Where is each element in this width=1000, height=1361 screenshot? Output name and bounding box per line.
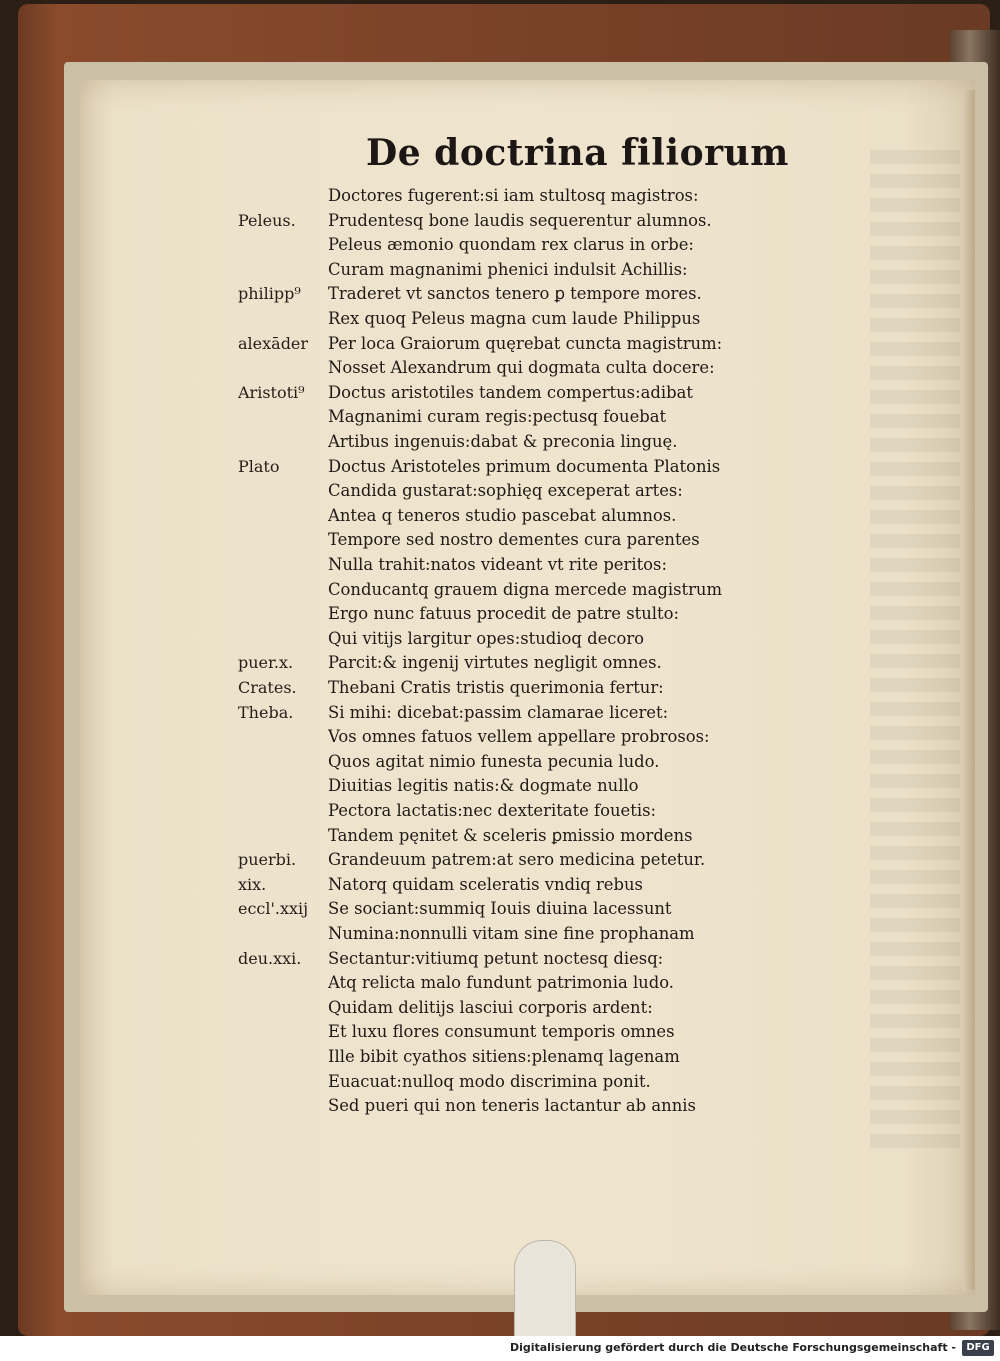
marginal-gloss: puer.x. (238, 653, 294, 673)
text-row (0, 356, 1000, 380)
verse-line: Pectora lactatis:nec dexteritate fouetis: (328, 801, 657, 820)
verse-line: Magnanimi curam regis:pectusq fouebat (328, 407, 667, 427)
text-row (0, 774, 1000, 798)
footer-bar (0, 1336, 1000, 1361)
verse-line: Atq relicta malo fundunt patrimonia ludo. (328, 973, 675, 993)
text-row (0, 1020, 1000, 1044)
text-row (0, 184, 1000, 208)
text-row (0, 233, 1000, 257)
verse-line: Tempore sed nostro dementes cura parentes (328, 530, 700, 550)
text-row (0, 602, 1000, 626)
page-title: De doctrina filiorum (366, 132, 789, 174)
text-row (0, 651, 1000, 675)
text-row (0, 332, 1000, 356)
verse-line: Sectantur:vitiumq petunt noctesq diesq: (328, 948, 664, 968)
verse-line: Curam magnanimi phenici indulsit Achillis: (328, 259, 688, 279)
text-row (0, 209, 1000, 233)
marginal-gloss: Crates. (238, 678, 297, 697)
verse-line: Quidam delitijs lasciui corporis ardent: (328, 997, 653, 1017)
verse-line: Conducantq grauem digna mercede magistrum (328, 579, 723, 599)
verse-line: Ergo nunc fatuus procedit de patre stulto: (328, 604, 679, 624)
text-row (0, 701, 1000, 725)
text-row (0, 799, 1000, 823)
verse-line: Et luxu flores consumunt temporis omnes (328, 1022, 675, 1042)
verse-line: Parcit:& ingenij virtutes negligit omnes. (328, 653, 662, 673)
text-row (0, 578, 1000, 602)
text-row (0, 553, 1000, 577)
text-row (0, 627, 1000, 651)
marginal-gloss: Theba. (238, 702, 294, 722)
verse-line: Per loca Graiorum quęrebat cuncta magistrum: (328, 333, 723, 353)
text-row (0, 528, 1000, 552)
text-row (0, 750, 1000, 774)
verse-line: Peleus æmonio quondam rex clarus in orbe: (328, 235, 694, 255)
text-row (0, 1070, 1000, 1094)
text-row (0, 479, 1000, 503)
marginal-gloss: eccl'.xxij (238, 899, 309, 919)
verse-line: Nulla trahit:natos videant vt rite peritos: (328, 555, 667, 574)
text-row (0, 282, 1000, 306)
text-row (0, 897, 1000, 921)
text-row (0, 405, 1000, 429)
page-tab (514, 1240, 576, 1336)
text-row (0, 676, 1000, 700)
verse-line: Artibus ingenuis:dabat & preconia linguę. (328, 432, 678, 451)
verse-line: Doctores fugerent:si iam stultosq magistros: (328, 186, 699, 205)
verse-line: Se sociant:summiq Iouis diuina lacessunt (328, 899, 672, 919)
text-row (0, 1045, 1000, 1069)
marginal-gloss: deu.xxi. (238, 948, 302, 968)
text-row (0, 725, 1000, 749)
text-row (0, 971, 1000, 995)
text-row (0, 947, 1000, 971)
text-block (0, 184, 1000, 1144)
dfg-logo: DFG (962, 1340, 994, 1356)
verse-line: Antea q teneros studio pascebat alumnos. (328, 505, 677, 525)
marginal-gloss: xix. (238, 874, 267, 894)
marginal-gloss: philipp⁹ (238, 284, 301, 304)
text-row (0, 996, 1000, 1020)
verse-line: Nosset Alexandrum qui dogmata culta docere: (328, 358, 715, 378)
text-row (0, 430, 1000, 454)
verse-line: Thebani Cratis tristis querimonia fertur: (328, 678, 664, 697)
marginal-gloss: alexāder (238, 333, 309, 353)
text-row (0, 504, 1000, 528)
marginal-gloss: puerbi. (238, 850, 297, 870)
verse-line: Grandeuum patrem:at sero medicina petetur. (328, 850, 706, 870)
marginal-gloss: Plato (238, 456, 280, 476)
text-row (0, 1094, 1000, 1118)
verse-line: Doctus Aristoteles primum documenta Platonis (328, 456, 721, 476)
verse-line: Ille bibit cyathos sitiens:plenamq lagenam (328, 1047, 680, 1066)
text-row (0, 307, 1000, 331)
verse-line: Numina:nonnulli vitam sine fine prophanam (328, 924, 695, 943)
verse-line: Vos omnes fatuos vellem appellare probrosos: (328, 727, 710, 747)
footer-credit: Digitalisierung gefördert durch die Deutsche Forschungsgemeinschaft - (509, 1341, 956, 1354)
marginal-gloss: Peleus. (238, 210, 296, 230)
verse-line: Euacuat:nulloq modo discrimina ponit. (328, 1071, 651, 1091)
verse-line: Candida gustarat:sophięq exceperat artes: (328, 481, 683, 501)
verse-line: Doctus aristotiles tandem compertus:adibat (328, 382, 693, 402)
text-row (0, 824, 1000, 848)
verse-line: Natorq quidam sceleratis vndiq rebus (328, 874, 643, 894)
verse-line: Quos agitat nimio funesta pecunia ludo. (328, 751, 660, 771)
verse-line: Sed pueri qui non teneris lactantur ab annis (328, 1096, 696, 1116)
text-row (0, 922, 1000, 946)
verse-line: Prudentesq bone laudis sequerentur alumnos. (328, 210, 712, 230)
text-row (0, 848, 1000, 872)
text-row (0, 381, 1000, 405)
verse-line: Diuitias legitis natis:& dogmate nullo (328, 776, 639, 796)
text-row (0, 455, 1000, 479)
marginal-gloss: Aristoti⁹ (238, 382, 305, 402)
verse-line: Tandem pęnitet & sceleris ꝑmissio mordens (328, 825, 693, 845)
verse-line: Traderet vt sanctos tenero ꝑ tempore mores. (328, 284, 702, 304)
verse-line: Si mihi: dicebat:passim clamarae liceret: (328, 702, 669, 722)
verse-line: Rex quoq Peleus magna cum laude Philippus (328, 309, 701, 328)
text-row (0, 258, 1000, 282)
text-row (0, 873, 1000, 897)
verse-line: Qui vitijs largitur opes:studioq decoro (328, 628, 645, 648)
